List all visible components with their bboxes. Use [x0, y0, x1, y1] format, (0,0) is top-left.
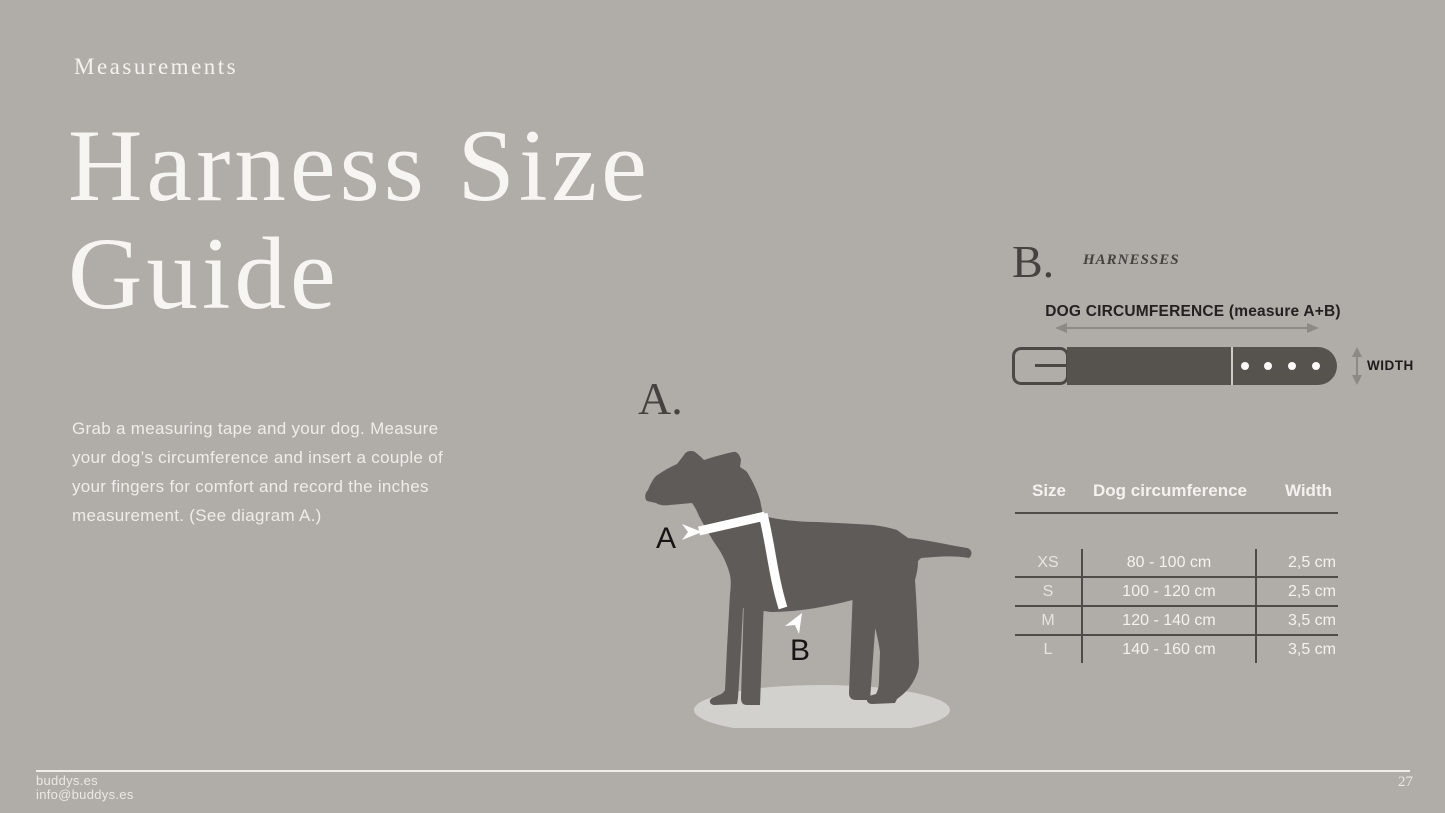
circumference-label: DOG CIRCUMFERENCE (measure A+B): [1045, 303, 1341, 320]
intro-paragraph: Grab a measuring tape and your dog. Measure your dog’s circumference and insert a couple of your fingers for comfort and record the inches measurement. (See diagram A.): [72, 419, 443, 525]
width-arrow-icon: [1349, 347, 1365, 385]
harnesses-heading: HARNESSES: [1083, 252, 1180, 268]
eyebrow-measurements: Measurements: [74, 54, 239, 79]
cell-size: M: [1015, 607, 1083, 634]
size-table: [1015, 475, 1338, 663]
cell-width: 3,5 cm: [1287, 640, 1336, 658]
marker-b-arrow-icon: [785, 613, 802, 634]
belt-hole: [1264, 362, 1272, 370]
footer-email-link[interactable]: info@buddys.es: [36, 786, 134, 802]
dog-harness-illustration: [640, 448, 980, 728]
column-header-width: Width: [1284, 481, 1332, 500]
cell-circumference: 80 - 100 cm: [1083, 549, 1257, 576]
page-number: 27: [1398, 774, 1413, 790]
footer-contact: [36, 774, 134, 801]
belt-hole: [1312, 362, 1320, 370]
column-header-circumference: Dog circumference: [1093, 481, 1247, 500]
page-title-line1: Harness Size: [68, 109, 651, 223]
size-table-header: [1015, 475, 1338, 514]
footer-divider: [36, 770, 1410, 772]
diagram-b: [1005, 235, 1435, 405]
page-title: [68, 109, 868, 331]
cell-width: 3,5 cm: [1287, 611, 1336, 629]
cell-circumference: 120 - 140 cm: [1083, 607, 1257, 634]
column-header-size: Size: [1031, 481, 1067, 500]
belt-hole: [1288, 362, 1296, 370]
table-row: [1015, 549, 1338, 578]
cell-width: 2,5 cm: [1287, 582, 1336, 600]
diagram-a: [630, 372, 1020, 747]
dog-far-front-leg: [741, 598, 764, 705]
marker-a-label: A: [656, 522, 677, 555]
diagram-b-label: B.: [1012, 236, 1055, 287]
cell-circumference: 140 - 160 cm: [1083, 636, 1257, 663]
belt-strap: [1067, 347, 1231, 385]
footer-website-link[interactable]: buddys.es: [36, 773, 98, 788]
belt-tongue: [1035, 364, 1067, 367]
table-row: [1015, 636, 1338, 663]
cell-size: L: [1015, 636, 1083, 663]
circumference-arrow-icon: [1055, 321, 1319, 335]
cell-width: 2,5 cm: [1287, 553, 1336, 571]
diagram-a-label: A.: [638, 373, 683, 424]
size-table-body: [1015, 549, 1338, 663]
belt-hole: [1241, 362, 1249, 370]
page-title-line2: Guide: [68, 217, 340, 331]
cell-size: S: [1015, 578, 1083, 605]
cell-size: XS: [1015, 549, 1083, 576]
table-row: [1015, 607, 1338, 636]
cell-circumference: 100 - 120 cm: [1083, 578, 1257, 605]
marker-b-label: B: [790, 634, 811, 667]
table-row: [1015, 578, 1338, 607]
width-label: WIDTH: [1367, 358, 1414, 373]
